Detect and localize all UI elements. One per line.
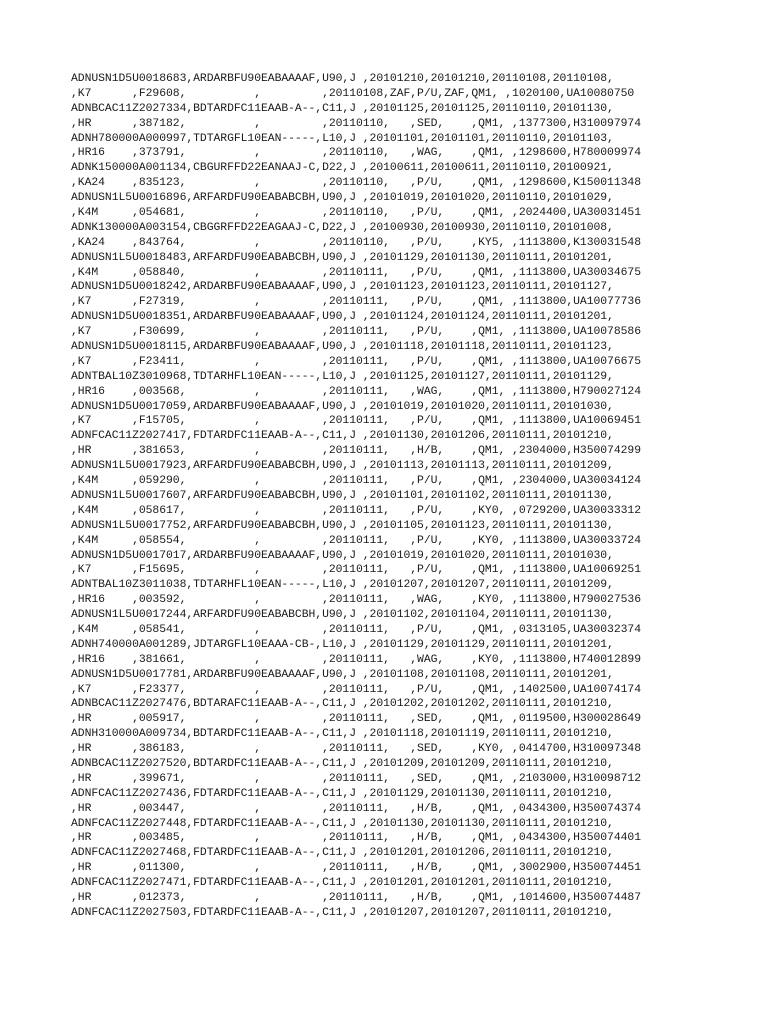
record-line: ,HR ,003485, , ,20110111, ,H/B, ,QM1, ,0434300,H350074401: [71, 832, 641, 845]
record-line: ADNBCAC11Z2027334,BDTARDFC11EAAB-A--,C11,J ,20101125,20101125,20110110,20101130,: [71, 102, 614, 115]
record-line: ,HR ,005917, , ,20110111, ,SED, ,QM1, ,0119500,H300028649: [71, 713, 641, 726]
record-line: ADNUSN1D5U0018115,ARDARBFU90EABAAAAF,U90,J ,20101118,20101118,20110111,20101123,: [71, 341, 614, 354]
record-line: ,K7 ,F27319, , ,20110111, ,P/U, ,QM1, ,1113800,UA10077736: [71, 296, 641, 309]
record-line: ,K4M ,058617, , ,20110111, ,P/U, ,KY0, ,0729200,UA30033312: [71, 504, 641, 517]
record-line: ADNTBAL10Z3011038,TDTARHFL10EAN-----,L10,J ,20101207,20101207,20110111,20101209,: [71, 579, 614, 592]
record-line: ,K7 ,F23377, , ,20110111, ,P/U, ,QM1, ,1402500,UA10074174: [71, 683, 641, 696]
record-line: ,HR16 ,003592, , ,20110111, ,WAG, ,KY0, ,1113800,H790027536: [71, 594, 641, 607]
record-line: ADNUSN1L5U0017607,ARFARDFU90EABABCBH,U90,J ,20101101,20101102,20110111,20101130,: [71, 489, 614, 502]
record-listing: [71, 72, 751, 921]
record-line: ,K4M ,058840, , ,20110111, ,P/U, ,QM1, ,1113800,UA30034675: [71, 266, 641, 279]
record-line: ADNBCAC11Z2027520,BDTARDFC11EAAB-A--,C11,J ,20101209,20101209,20110111,20101210,: [71, 757, 614, 770]
record-line: ADNUSN1L5U0017244,ARFARDFU90EABABCBH,U90,J ,20101102,20101104,20110111,20101130,: [71, 609, 614, 622]
record-line: ADNTBAL10Z3010968,TDTARHFL10EAN-----,L10,J ,20101125,20101127,20110111,20101129,: [71, 370, 614, 383]
record-line: ,KA24 ,835123, , ,20110110, ,P/U, ,QM1, ,1298600,K150011348: [71, 177, 641, 190]
record-line: ,K4M ,058541, , ,20110111, ,P/U, ,QM1, ,0313105,UA30032374: [71, 623, 641, 636]
record-line: ADNUSN1L5U0017923,ARFARDFU90EABABCBH,U90,J ,20101113,20101113,20110111,20101209,: [71, 460, 614, 473]
record-line: ADNBCAC11Z2027476,BDTARAFC11EAAB-A--,C11,J ,20101202,20101202,20110111,20101210,: [71, 698, 614, 711]
record-line: ADNH740000A001289,JDTARGFL10EAAA-CB-,L10,J ,20101129,20101129,20110111,20101201,: [71, 638, 614, 651]
record-line: ,K4M ,058554, , ,20110111, ,P/U, ,KY0, ,1113800,UA30033724: [71, 534, 641, 547]
record-line: ,K4M ,054681, , ,20110110, ,P/U, ,QM1, ,2024400,UA30031451: [71, 207, 641, 220]
record-line: ,K7 ,F30699, , ,20110111, ,P/U, ,QM1, ,1113800,UA10078586: [71, 326, 641, 339]
record-line: ADNUSN1D5U0018351,ARDARBFU90EABAAAAF,U90,J ,20101124,20101124,20110111,20101201,: [71, 311, 614, 324]
record-line: ,HR ,011300, , ,20110111, ,H/B, ,QM1, ,3002900,H350074451: [71, 862, 641, 875]
record-line: ADNUSN1D5U0017017,ARDARBFU90EABAAAAF,U90,J ,20101019,20101020,20110111,20101030,: [71, 549, 614, 562]
record-line: ,HR16 ,381661, , ,20110111, ,WAG, ,KY0, ,1113800,H740012899: [71, 653, 641, 666]
record-line: ADNFCAC11Z2027448,FDTARDFC11EAAB-A--,C11,J ,20101130,20101130,20110111,20101210,: [71, 817, 614, 830]
record-line: ADNUSN1L5U0016896,ARFARDFU90EABABCBH,U90,J ,20101019,20101020,20110110,20101029,: [71, 192, 614, 205]
record-line: ,K7 ,F23411, , ,20110111, ,P/U, ,QM1, ,1113800,UA10076675: [71, 355, 641, 368]
record-line: ADNUSN1D5U0017059,ARDARBFU90EABAAAAF,U90,J ,20101019,20101020,20110111,20101030,: [71, 400, 614, 413]
record-line: ADNK130000A003154,CBGGRFFD22EAGAAJ-C,D22,J ,20100930,20100930,20110110,20101008,: [71, 221, 614, 234]
record-line: ,HR16 ,373791, , ,20110110, ,WAG, ,QM1, ,1298600,H780009974: [71, 147, 641, 160]
record-line: ,K4M ,059290, , ,20110111, ,P/U, ,QM1, ,2304000,UA30034124: [71, 475, 641, 488]
record-line: ,K7 ,F15695, , ,20110111, ,P/U, ,QM1, ,1113800,UA10069251: [71, 564, 641, 577]
record-line: ,KA24 ,843764, , ,20110110, ,P/U, ,KY5, ,1113800,K130031548: [71, 236, 641, 249]
record-line: ADNUSN1D5U0018242,ARDARBFU90EABAAAAF,U90,J ,20101123,20101123,20110111,20101127,: [71, 281, 614, 294]
record-line: ,HR ,012373, , ,20110111, ,H/B, ,QM1, ,1014600,H350074487: [71, 891, 641, 904]
record-line: ADNFCAC11Z2027471,FDTARDFC11EAAB-A--,C11,J ,20101201,20101201,20110111,20101210,: [71, 877, 614, 890]
record-line: ADNH310000A009734,BDTARDFC11EAAB-A--,C11,J ,20101118,20101119,20110111,20101210,: [71, 728, 614, 741]
record-line: ,HR ,003447, , ,20110111, ,H/B, ,QM1, ,0434300,H350074374: [71, 802, 641, 815]
record-line: ,HR ,399671, , ,20110111, ,SED, ,QM1, ,2103000,H310098712: [71, 772, 641, 785]
record-line: ADNH780000A000997,TDTARGFL10EAN-----,L10,J ,20101101,20101101,20110110,20101103,: [71, 132, 614, 145]
record-line: ,HR16 ,003568, , ,20110111, ,WAG, ,QM1, ,1113800,H790027124: [71, 385, 641, 398]
record-line: ADNK150000A001134,CBGURFFD22EANAAJ-C,D22,J ,20100611,20100611,20110110,20100921,: [71, 162, 614, 175]
record-line: ADNUSN1L5U0017752,ARFARDFU90EABABCBH,U90,J ,20101105,20101123,20110111,20101130,: [71, 519, 614, 532]
record-line: ,HR ,381653, , ,20110111, ,H/B, ,QM1, ,2304000,H350074299: [71, 445, 641, 458]
record-line: ADNFCAC11Z2027436,FDTARDFC11EAAB-A--,C11,J ,20101129,20101130,20110111,20101210,: [71, 787, 614, 800]
record-line: ,HR ,387182, , ,20110110, ,SED, ,QM1, ,1377300,H310097974: [71, 117, 641, 130]
record-line: ADNFCAC11Z2027468,FDTARDFC11EAAB-A--,C11,J ,20101201,20101206,20110111,20101210,: [71, 847, 614, 860]
record-line: ,K7 ,F29608, , ,20110108,ZAF,P/U,ZAF,QM1, ,1020100,UA10080750: [71, 87, 635, 100]
record-line: ADNFCAC11Z2027503,FDTARDFC11EAAB-A--,C11,J ,20101207,20101207,20110111,20101210,: [71, 906, 614, 919]
record-line: ADNFCAC11Z2027417,FDTARDFC11EAAB-A--,C11,J ,20101130,20101206,20110111,20101210,: [71, 430, 614, 443]
record-line: ADNUSN1D5U0017781,ARDARBFU90EABAAAAF,U90,J ,20101108,20101108,20110111,20101201,: [71, 668, 614, 681]
record-line: ,K7 ,F15705, , ,20110111, ,P/U, ,QM1, ,1113800,UA10069451: [71, 415, 641, 428]
record-line: ,HR ,386183, , ,20110111, ,SED, ,KY0, ,0414700,H310097348: [71, 743, 641, 756]
record-line: ADNUSN1L5U0018483,ARFARDFU90EABABCBH,U90,J ,20101129,20101130,20110111,20101201,: [71, 251, 614, 264]
record-line: ADNUSN1D5U0018683,ARDARBFU90EABAAAAF,U90,J ,20101210,20101210,20110108,20110108,: [71, 73, 614, 85]
